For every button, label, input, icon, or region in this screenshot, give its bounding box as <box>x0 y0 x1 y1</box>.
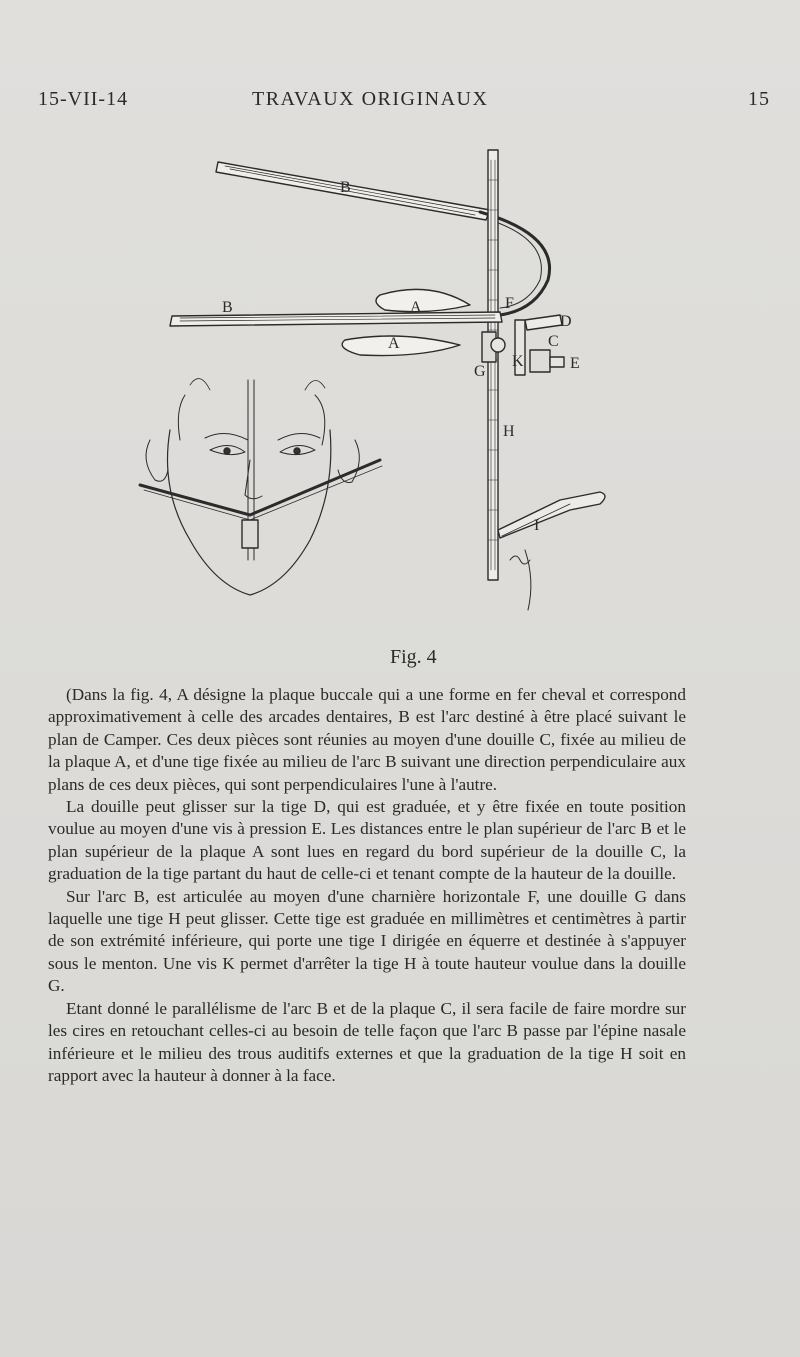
label-f: F <box>505 295 514 312</box>
label-b-arc: B <box>222 299 233 316</box>
paragraph: La douille peut glisser sur la tige D, qui est graduée, et y être fixée en toute position voulue au moyen d'une vis à pression E. Les distances entre le plan supérieur de l'arc B et le plan supérieur de la plaque A sont lues en regard du bord supérieur de la douille C, la graduation de la tige partant du haut de celle-ci et tenant compte de la hauteur de la douille. <box>48 797 686 884</box>
paragraph: Etant donné le parallélisme de l'arc B et de la plaque C, il sera facile de faire mordre sur les cires en retouchant celles-ci au besoin de telle façon que l'arc B passe par l'épine nasale inférieure et le milieu des trous auditifs externes et que la graduation de la tige H soit en rapport avec la hauteur à donner à la face. <box>48 998 686 1085</box>
figure-4-illustration <box>130 140 690 650</box>
label-h: H <box>503 423 515 440</box>
label-d: D <box>560 313 572 330</box>
label-c: C <box>548 333 559 350</box>
label-i: I <box>534 517 540 534</box>
figure-caption: Fig. 4 <box>390 646 437 668</box>
label-a-lower: A <box>388 335 400 352</box>
header-title: TRAVAUX ORIGINAUX <box>252 88 489 110</box>
running-header <box>38 88 770 118</box>
body-text <box>48 684 686 1087</box>
label-e: E <box>570 355 580 372</box>
page-number: 15 <box>748 88 770 110</box>
paragraph: (Dans la fig. 4, A désigne la plaque buccale qui a une forme en fer cheval et correspond approximativement à celle des arcades dentaires, B est l'arc destiné à être placé suivant le plan de Camper. Ces deux pièces sont réunies au moyen d'une douille C, fixée au milieu de la plaque A, et d'une tige fixée au milieu de l'arc B suivant une direction perpendiculaire aux plans de ces deux pièces, qui sont perpendiculaires l'une à l'autre. <box>48 685 686 794</box>
apparatus-drawing <box>130 140 690 650</box>
label-k: K <box>512 353 524 370</box>
header-date: 15-VII-14 <box>38 88 129 110</box>
paragraph: Sur l'arc B, est articulée au moyen d'une charnière horizontale F, une douille G dans laquelle une tige H peut glisser. Cette tige est graduée en millimètres et centimètres à partir de son extrémité inférieure, qui porte une tige I dirigée en équerre et destinée à s'appuyer sous le menton. Une vis K permet d'arrêter la tige H à toute hauteur voulue dans la douille G. <box>48 886 686 996</box>
label-a-upper: A <box>410 299 422 316</box>
label-g: G <box>474 363 486 380</box>
label-b-top: B <box>340 179 351 196</box>
